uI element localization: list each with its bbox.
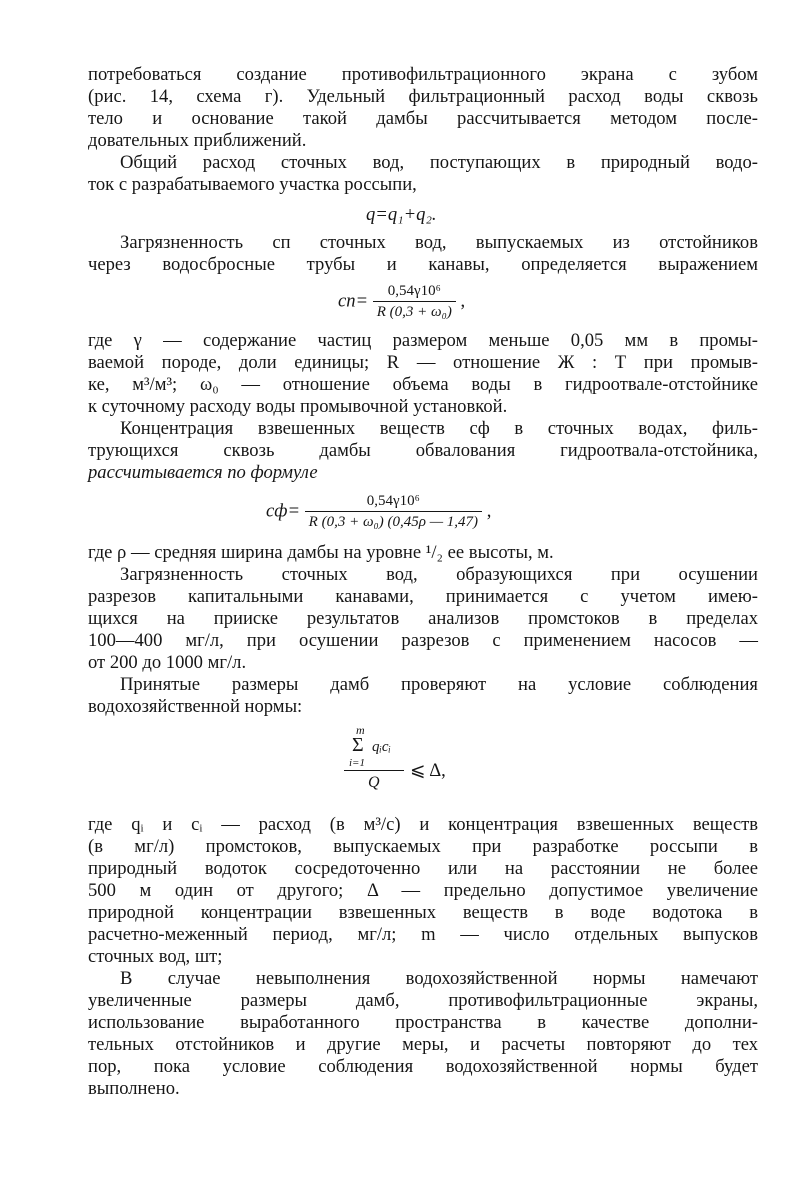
paragraph-5 [88, 418, 758, 484]
text-line: В случае невыполнения водохозяйственной нормы намечают [120, 968, 758, 989]
sum-sigma: Σ [352, 734, 364, 756]
formula-total-flow [88, 196, 758, 232]
paragraph-4 [88, 330, 758, 418]
formula-concentration-cf [88, 484, 758, 542]
text-line: расчетно-меженный период, мг/л; m — число отдельных выпусков [88, 924, 758, 945]
text-line: ваемой породе, доли единицы; R — отношение Ж : Т при промыв- [88, 352, 758, 373]
formula-pollution-cp [88, 276, 758, 330]
text-line: довательных приближений. [88, 130, 307, 151]
formula-fraction [373, 282, 456, 321]
text-line: от 200 до 1000 мг/л. [88, 652, 247, 673]
paragraph-9 [88, 814, 758, 968]
text-line: выполнено. [88, 1078, 180, 1099]
formula-numerator: 0,54γ10⁶ [373, 282, 456, 302]
formula-lhs: cф= [266, 500, 301, 522]
text-line: природный водоток сосредоточенно или на расстоянии не более [88, 858, 758, 879]
formula-water-norm [88, 718, 758, 814]
formula-tail: , [486, 500, 492, 522]
text-line: через водосбросные трубы и канавы, определяется выражением [88, 254, 758, 275]
text-line: где γ — содержание частиц размером меньше 0,05 мм в промы- [88, 330, 758, 351]
text-line: ток с разрабатываемого участка россыпи, [88, 174, 417, 195]
text-line: трующихся сквозь дамбы обвалования гидроотвала-отстойника, [88, 440, 758, 461]
text-line: использование выработанного пространства в качестве дополни- [88, 1012, 758, 1033]
text-line: (рис. 14, схема г). Удельный фильтрационный расход воды сквозь [88, 86, 758, 107]
text-line: тело и основание такой дамбы рассчитывается методом после- [88, 108, 758, 129]
paragraph-6 [88, 542, 758, 564]
formula-text: q=q₁+q₂. [366, 204, 437, 225]
paragraph-2 [88, 152, 758, 196]
text-line: Концентрация взвешенных веществ cф в сточных водах, филь- [120, 418, 758, 439]
text-line: щихся на прииске результатов анализов промстоков в пределах [88, 608, 758, 629]
fraction-bar [344, 770, 404, 771]
formula-denominator: R (0,3 + ω₀) [376, 304, 452, 320]
text-line: Общий расход сточных вод, поступающих в природный водо- [120, 152, 758, 173]
text-line: пор, пока условие соблюдения водохозяйственной нормы будет [88, 1056, 758, 1077]
text-line: увеличенные размеры дамб, противофильтрационные экраны, [88, 990, 758, 1011]
text-line: природной концентрации взвешенных веществ в воде водотока в [88, 902, 758, 923]
text-line: тельных отстойников и другие меры, и расчеты повторяют до тех [88, 1034, 758, 1055]
text-line: потребоваться создание противофильтрационного экрана с зубом [88, 64, 758, 85]
sum-lower-limit: i=1 [349, 757, 365, 769]
sum-upper-limit: m [356, 723, 365, 737]
text-line: рассчитывается по формуле [88, 462, 318, 483]
formula-lhs: cп= [338, 290, 369, 312]
text-line: (в мг/л) промстоков, выпускаемых при разработке россыпи в [88, 836, 758, 857]
formula-relation: ⩽ Δ, [410, 760, 446, 781]
text-line: ке, м³/м³; ω₀ — отношение объема воды в гидроотвале-отстойнике [88, 374, 758, 395]
formula-denominator: Q [368, 774, 380, 791]
text-line: где qᵢ и cᵢ — расход (в м³/с) и концентрация взвешенных веществ [88, 814, 758, 835]
text-line: Загрязненность cп сточных вод, выпускаемых из отстойников [120, 232, 758, 253]
text-line: Загрязненность сточных вод, образующихся при осушении [120, 564, 758, 585]
text-line: Принятые размеры дамб проверяют на условие соблюдения [120, 674, 758, 695]
paragraph-7 [88, 564, 758, 674]
paragraph-3 [88, 232, 758, 276]
text-line: где ρ — средняя ширина дамбы на уровне ¹/₂ ее высоты, м. [88, 542, 554, 563]
text-line: 500 м один от другого; Δ — предельно допустимое увеличение [88, 880, 758, 901]
paragraph-10 [88, 968, 758, 1100]
document-page [88, 64, 758, 1100]
formula-numerator: 0,54γ10⁶ [305, 492, 482, 512]
text-line: к суточному расходу воды промывочной установкой. [88, 396, 508, 417]
formula-denominator: R (0,3 + ω₀) (0,45ρ — 1,47) [308, 514, 479, 530]
formula-tail: , [460, 290, 466, 312]
paragraph-1 [88, 64, 758, 152]
sum-term: qᵢcᵢ [372, 739, 391, 755]
text-line: 100—400 мг/л, при осушении разрезов с применением насосов — [88, 630, 758, 651]
formula-fraction [305, 492, 482, 531]
text-line: разрезов капитальными канавами, принимается с учетом имею- [88, 586, 758, 607]
text-line: водохозяйственной нормы: [88, 696, 303, 717]
paragraph-8 [88, 674, 758, 718]
text-line: сточных вод, шт; [88, 946, 223, 967]
